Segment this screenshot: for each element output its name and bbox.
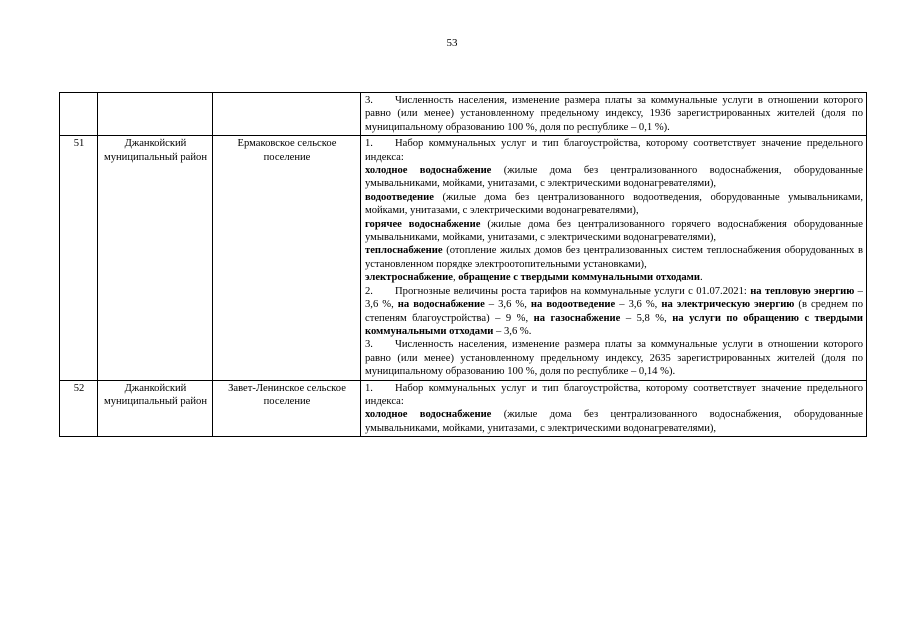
electric-energy-label: на электрическую энергию xyxy=(661,299,795,311)
waste-services-label: на услуги по обращению с твердыми коммунальными отходами xyxy=(365,312,863,337)
dot-text: . xyxy=(699,272,703,284)
waste-label: обращение с твердыми коммунальными отходами xyxy=(458,272,700,284)
sewerage-label: водоотведение xyxy=(365,191,434,203)
services-intro: Набор коммунальных услуг и тип благоустройства, которому соответствует значение предельного индекса: xyxy=(365,138,863,163)
description-cell xyxy=(361,380,867,437)
table-row-52 xyxy=(60,380,867,437)
district-cell xyxy=(98,93,213,136)
electricity-waste-line xyxy=(365,271,863,284)
row-number-cell xyxy=(60,93,98,136)
table-row-continuation xyxy=(60,93,867,136)
services-item xyxy=(365,382,863,409)
population-text: Численность населения, изменение размера платы за коммунальные услуги в отношении которого равно (или менее) установленному предельному индексу, 2635 зарегистрированных жителей (доля по муниципальному образованию 100 %, доля по республике – 0,14 %). xyxy=(365,339,863,378)
page-number: 53 xyxy=(446,37,458,49)
water-disposal-label: на водоотведение xyxy=(530,299,616,311)
hot-water-text: (жилые дома без централизованного горячего водоснабжения оборудованные умывальниками, мойками, унитазами, с электрическими водонагревателями), xyxy=(365,218,863,244)
gas-supply-value: – 5,8 %, xyxy=(620,312,673,324)
electricity-label: электроснабжение xyxy=(365,272,453,284)
waste-services-value: – 3,6 %. xyxy=(493,325,532,337)
heating-label: теплоснабжение xyxy=(365,245,443,257)
forecast-text: Прогнозные величины роста тарифов на коммунальные услуги с 01.07.2021: xyxy=(395,285,751,297)
sewerage-text: (жилые дома без централизованного водоотведения, оборудованные умывальниками, мойками, унитазами, с электрическими водонагревателями), xyxy=(365,191,863,217)
water-supply-value: – 3,6 %, xyxy=(484,299,531,311)
row-number-cell: 51 xyxy=(60,136,98,380)
cold-water-text: (жилые дома без централизованного водоснабжения, оборудованные умывальниками, мойками, унитазами, с электрическими водонагревателями), xyxy=(365,165,864,190)
description-cell xyxy=(361,93,867,136)
item-number: 2. xyxy=(365,285,373,297)
description-cell xyxy=(361,136,867,380)
services-item xyxy=(365,137,863,164)
heat-energy-label: на тепловую энергию xyxy=(750,285,855,297)
cold-water-label: холодное водоснабжение xyxy=(365,165,492,177)
settlement-cell xyxy=(213,93,361,136)
gas-supply-label: на газоснабжение xyxy=(533,312,621,324)
sewerage-line xyxy=(365,191,863,218)
hot-water-label: горячее водоснабжение xyxy=(365,218,481,230)
heating-line xyxy=(365,244,863,271)
heat-energy-value: – 3,6 %, xyxy=(365,285,863,311)
item-number: 1. xyxy=(365,382,373,394)
settlement-cell: Ермаковское сельское поселение xyxy=(213,136,361,380)
water-supply-label: на водоснабжение xyxy=(397,299,485,311)
water-disposal-value: – 3,6 %, xyxy=(615,299,662,311)
population-text: Численность населения, изменение размера платы за коммунальные услуги в отношении которого равно (или менее) установленному предельному индексу, 1936 зарегистрированных жителей (доля по муниципальному образованию 100 %, доля по республике – 0,1 %). xyxy=(365,95,863,133)
cold-water-label: холодное водоснабжение xyxy=(365,409,492,421)
comma-text: , xyxy=(452,272,459,284)
cold-water-text: (жилые дома без централизованного водоснабжения, оборудованные умывальниками, мойками, унитазами, с электрическими водонагревателями), xyxy=(365,409,864,434)
district-cell: Джанкойский муниципальный район xyxy=(98,136,213,380)
district-cell: Джанкойский муниципальный район xyxy=(98,380,213,437)
electric-energy-value: (в среднем по степеням благоустройства) – 9 %, xyxy=(365,299,863,324)
services-intro: Набор коммунальных услуг и тип благоустройства, которому соответствует значение предельного индекса: xyxy=(365,382,863,407)
table-row-51 xyxy=(60,136,867,380)
cold-water-line xyxy=(365,164,863,191)
hot-water-line xyxy=(365,218,863,245)
item-number: 3. xyxy=(365,95,373,106)
settlement-cell: Завет-Ленинское сельское поселение xyxy=(213,380,361,437)
population-item xyxy=(365,338,863,378)
heating-text: (отопление жилых домов без централизованных систем теплоснабжения оборудованных в установленном порядке электроотопительными установками), xyxy=(365,245,863,270)
tariff-forecast-item xyxy=(365,285,863,339)
item-number: 1. xyxy=(365,138,373,150)
population-item xyxy=(365,94,863,134)
item-number: 3. xyxy=(365,339,373,351)
cold-water-line xyxy=(365,408,863,435)
row-number-cell: 52 xyxy=(60,380,98,437)
tariff-table xyxy=(59,92,867,437)
